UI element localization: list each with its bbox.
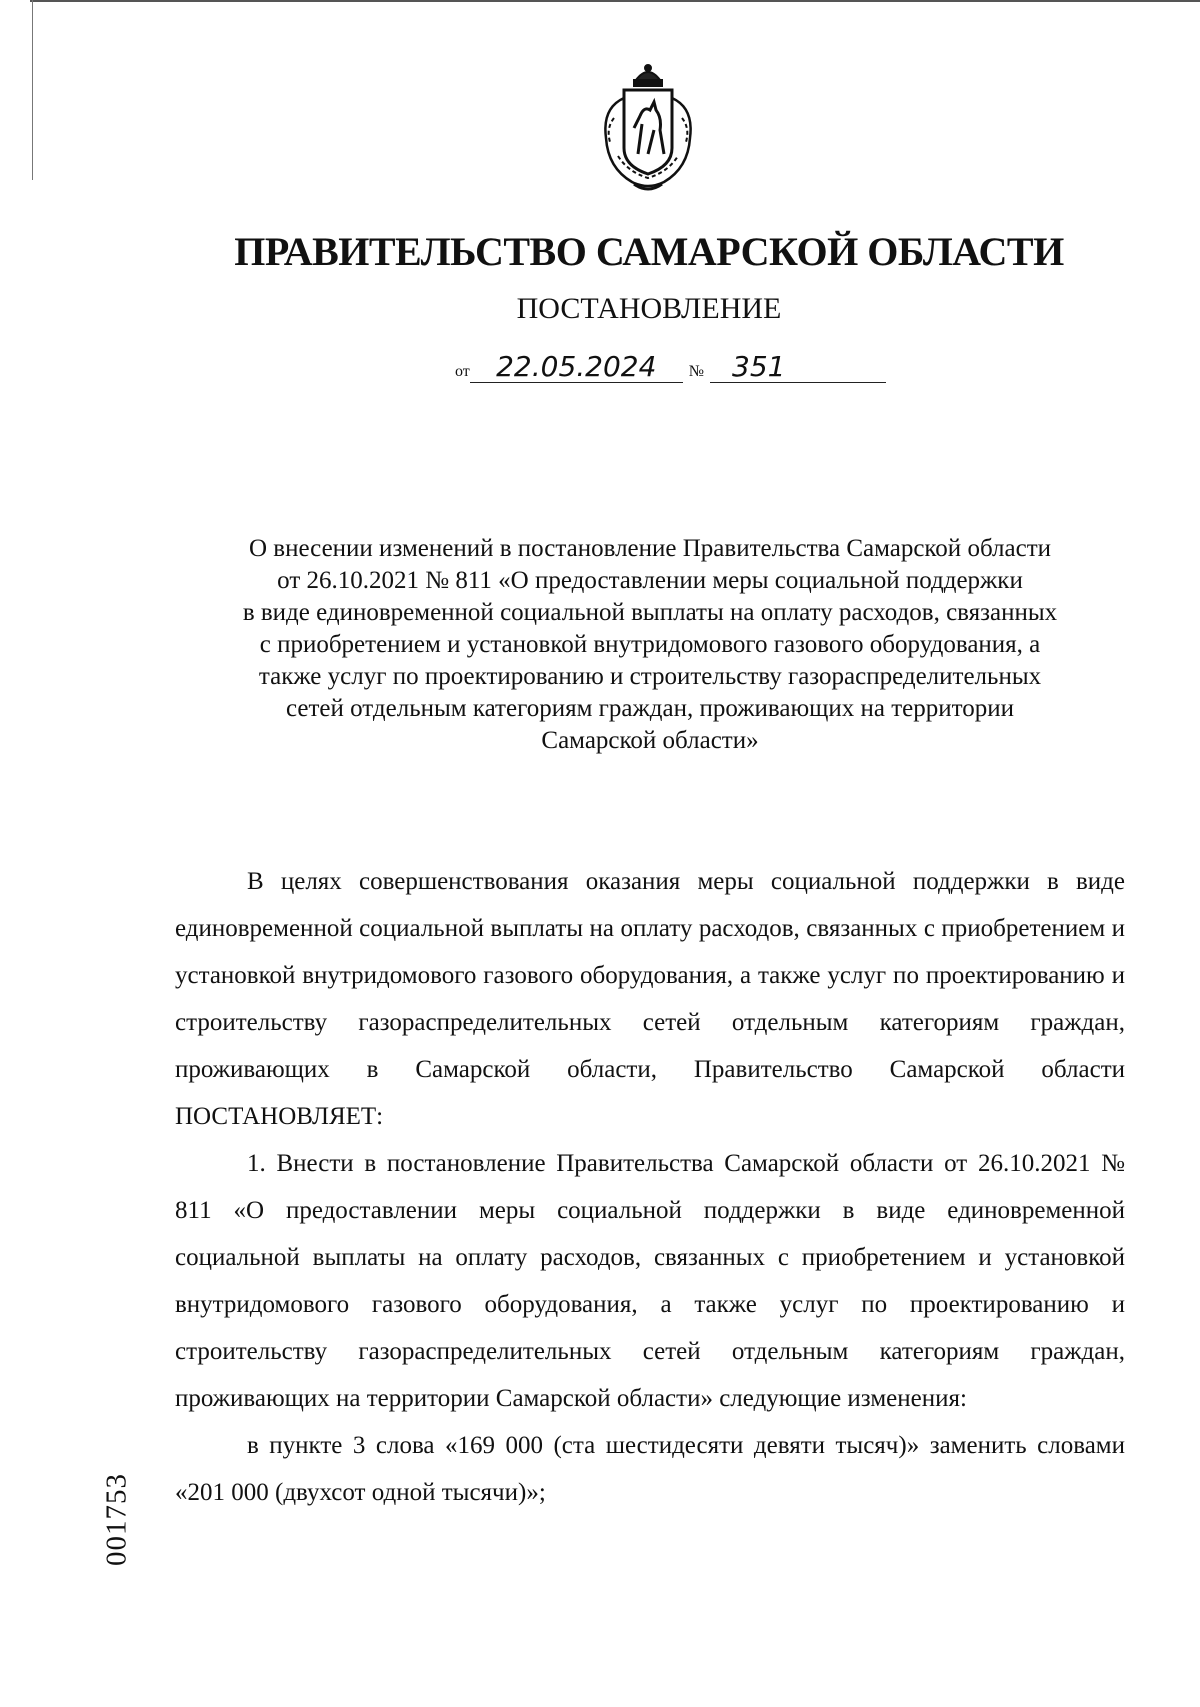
title-line: от 26.10.2021 № 811 «О предоставлении меры социальной поддержки <box>277 567 1023 594</box>
date-number-line <box>455 352 886 383</box>
serial-number-text: 001753 <box>100 1473 133 1566</box>
item-1-paragraph: 1. Внести в постановление Правительства Самарской области от 26.10.2021 № 811 «О предоставлении меры социальной поддержки в виде единовременной социальной выплаты на оплату расходов, связанных с приобретением и установкой внутридомового газового оборудования, а также услуг по проектированию и строительству газораспределительных сетей отдельным категориям граждан, проживающих на территории Самарской области» следующие изменения: <box>175 1150 1125 1412</box>
change-paragraph: в пункте 3 слова «169 000 (ста шестидесяти девяти тысяч)» заменить словами «201 000 (двухсот одной тысячи)»; <box>175 1432 1125 1506</box>
title-line: с приобретением и установкой внутридомового газового оборудования, а <box>259 631 1041 658</box>
serial-number-stamp <box>97 1453 137 1593</box>
title-line: также услуг по проектированию и строительству газораспределительных <box>258 663 1042 690</box>
date-prefix: от <box>455 363 470 380</box>
title-line: Самарской области» <box>541 727 759 754</box>
handwritten-date: 22.05.2024 <box>470 352 683 383</box>
preamble-paragraph: В целях совершенствования оказания меры социальной поддержки в виде единовременной социальной выплаты на оплату расходов, связанных с приобретением и установкой внутридомового газового оборудования, а также услуг по проектированию и строительству газораспределительных сетей отдельным категориям граждан, проживающих в Самарской области, Правительство Самарской области ПОСТАНОВЛЯЕТ: <box>175 868 1125 1130</box>
samara-coat-of-arms-emblem <box>588 58 708 196</box>
scan-border-left <box>32 0 33 180</box>
handwritten-number: 351 <box>710 352 886 383</box>
title-line: О внесении изменений в постановление Правительства Самарской области <box>248 535 1052 562</box>
title-line: сетей отдельным категориям граждан, проживающих на территории <box>285 695 1014 722</box>
title-line: в виде единовременной социальной выплаты на оплату расходов, связанных <box>242 599 1058 626</box>
organization-heading: ПРАВИТЕЛЬСТВО САМАРСКОЙ ОБЛАСТИ <box>234 229 1064 274</box>
resolution-body <box>175 858 1125 1516</box>
document-type: ПОСТАНОВЛЕНИЕ <box>516 292 782 325</box>
resolution-title <box>175 533 1125 757</box>
number-label: № <box>688 363 705 380</box>
scan-border-top <box>30 0 1200 2</box>
